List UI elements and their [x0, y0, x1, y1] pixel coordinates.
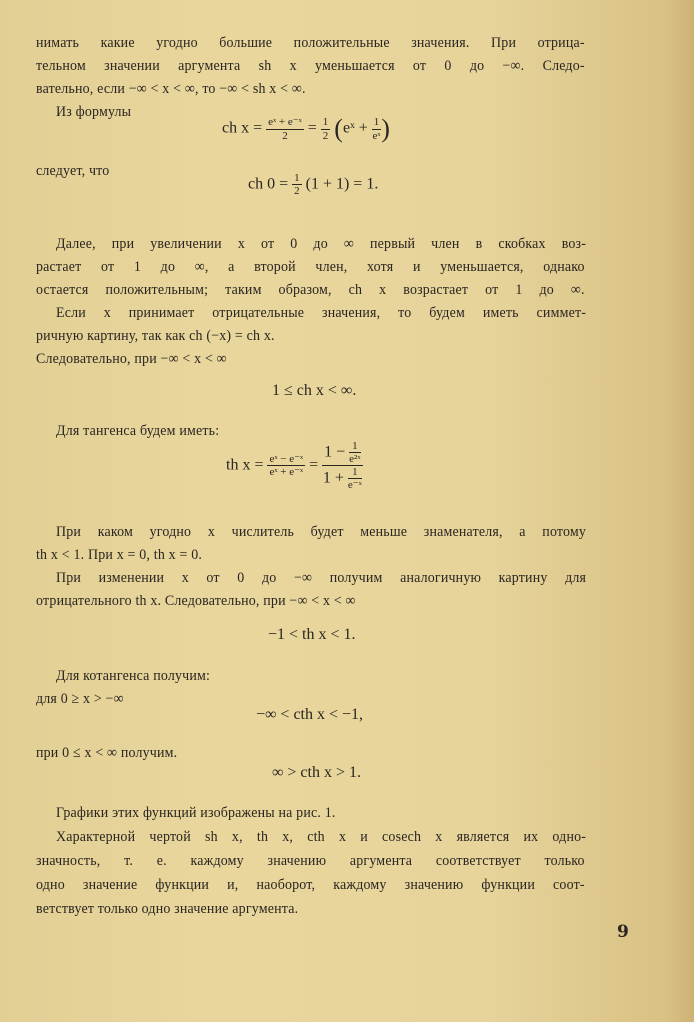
paren-close: )	[381, 114, 390, 143]
text-line: одно значение функции и, наоборот, каждому значению функции соот-	[36, 877, 585, 893]
denominator: 2	[294, 185, 300, 198]
text-line: Если x принимает отрицательные значения, то будем иметь симмет-	[56, 305, 587, 321]
text-line: th x < 1. При x = 0, th x = 0.	[36, 547, 203, 563]
denominator	[322, 466, 362, 491]
fraction	[292, 172, 302, 197]
text-line: Для тангенса будем иметь:	[56, 423, 220, 439]
formula-part: 1 −	[324, 443, 346, 461]
text-line: следует, что	[36, 163, 110, 179]
text-line: Характерной чертой sh x, th x, cth x и cosech x является их одно-	[56, 829, 587, 845]
text-line: Графики этих функций изображены на рис. 1.	[56, 805, 336, 821]
text-line: Для котангенса получим:	[56, 668, 211, 684]
formula-ch-zero	[248, 172, 378, 197]
formula-part: eˣ +	[342, 119, 368, 137]
formula-part: ch x =	[222, 119, 263, 137]
text-line: тельном значении аргумента sh x уменьшается от 0 до −∞. Следо-	[36, 58, 585, 74]
paren-open: (	[334, 114, 343, 143]
denominator: eˣ	[372, 129, 381, 142]
text-line: для 0 ≥ x > −∞	[36, 691, 124, 707]
denominator: e²ˣ	[349, 453, 361, 466]
formula-ch-definition	[222, 114, 390, 144]
numerator	[322, 440, 362, 466]
formula-part: (1 + 1) = 1.	[305, 175, 379, 193]
fraction	[349, 440, 360, 465]
fraction	[266, 116, 304, 141]
numerator: 1	[322, 116, 329, 129]
denominator: 2	[322, 129, 329, 142]
fraction	[321, 116, 331, 141]
fraction	[267, 453, 305, 478]
numerator: 1	[294, 172, 300, 184]
text-line: ричную картину, так как ch (−x) = ch x.	[36, 328, 275, 344]
page-number: 9	[617, 922, 629, 942]
text-line: При изменении x от 0 до −∞ получим аналогичную картину для	[56, 570, 587, 586]
formula-part: =	[307, 119, 317, 137]
text-line: отрицательного th x. Следовательно, при −∞ < x < ∞	[36, 593, 356, 609]
formula-part: th x =	[226, 456, 264, 474]
text-line: вательно, если −∞ < x < ∞, то −∞ < sh x < ∞.	[36, 81, 306, 97]
numerator: 1	[373, 116, 380, 129]
numerator: eˣ − e⁻ˣ	[269, 453, 304, 466]
text-line: Далее, при увеличении x от 0 до ∞ первый член в скобках воз-	[56, 236, 587, 252]
formula-cth-positive-range: ∞ > cth x > 1.	[272, 764, 361, 781]
formula-part: 1 +	[322, 469, 344, 487]
formula-ch-range: 1 ≤ ch x < ∞.	[272, 382, 357, 399]
denominator: 2	[282, 129, 288, 142]
denominator: eˣ + e⁻ˣ	[269, 466, 304, 479]
text-line: Из формулы	[56, 104, 132, 120]
numerator: 1	[349, 440, 360, 453]
formula-th-range: −1 < th x < 1.	[268, 626, 356, 643]
formula-th-definition	[226, 440, 363, 491]
formula-part: ch 0 =	[248, 175, 289, 193]
fraction	[348, 466, 362, 491]
text-line: При каком угодно x числитель будет меньше знаменателя, а потому	[56, 524, 587, 540]
fraction	[372, 116, 382, 141]
fraction-compound	[322, 440, 362, 491]
text-line: значность, т. е. каждому значению аргумента соответствует только	[36, 853, 585, 869]
text-line: остается положительным; таким образом, ch x возрастает от 1 до ∞.	[36, 282, 585, 298]
text-line: при 0 ≤ x < ∞ получим.	[36, 745, 178, 761]
formula-part: =	[309, 456, 319, 474]
text-line: ветствует только одно значение аргумента.	[36, 901, 299, 917]
numerator: 1	[348, 466, 362, 479]
numerator: eˣ + e⁻ˣ	[268, 116, 302, 129]
text-line: растает от 1 до ∞, а второй член, хотя и уменьшается, однако	[36, 259, 585, 275]
formula-cth-negative-range: −∞ < cth x < −1,	[256, 706, 364, 723]
text-line: Следовательно, при −∞ < x < ∞	[36, 351, 227, 367]
text-line: нимать какие угодно большие положительные значения. При отрица-	[36, 35, 585, 51]
denominator: e⁻ˣ	[347, 479, 362, 492]
